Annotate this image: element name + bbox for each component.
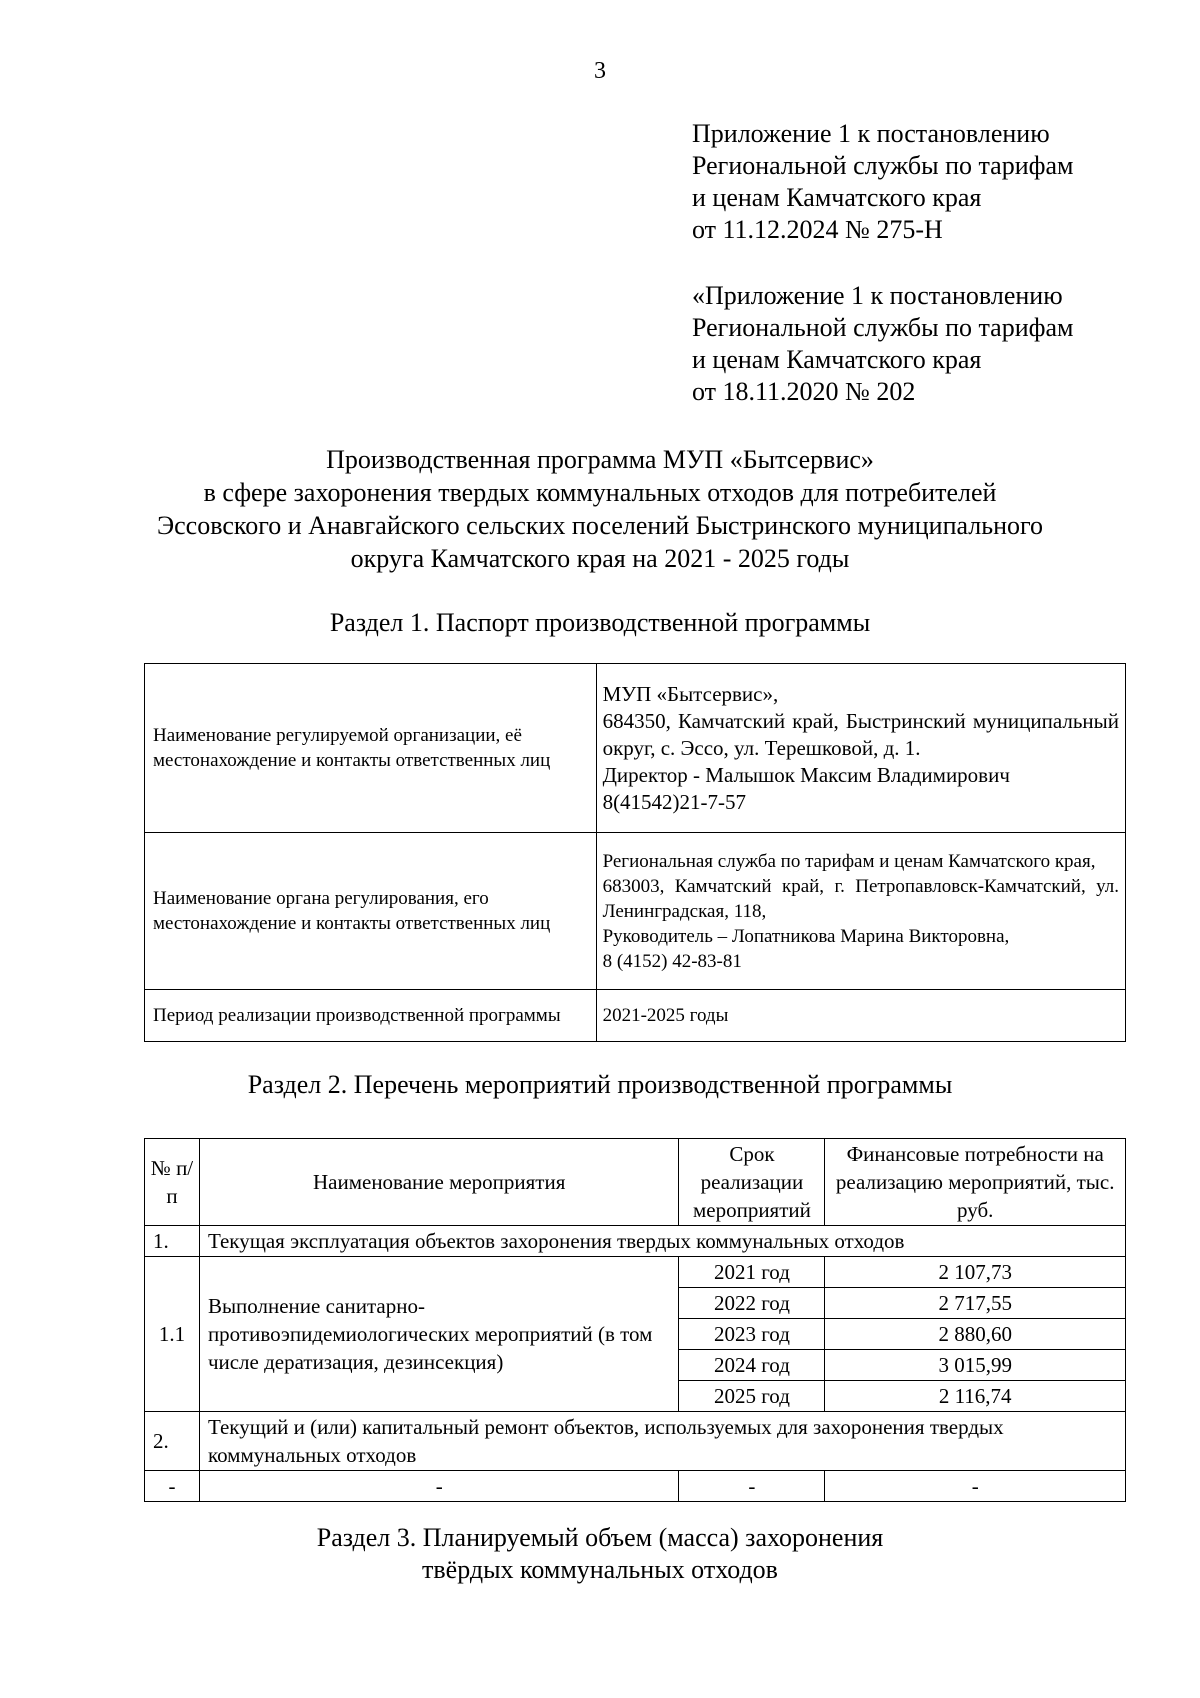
heading-line: твёрдых коммунальных отходов xyxy=(422,1555,778,1584)
document-title xyxy=(0,443,1200,575)
table-row xyxy=(145,990,1126,1042)
passport-label: Наименование органа регулирования, его местонахождение и контакты ответственных лиц xyxy=(145,833,597,990)
appendix-line: от 11.12.2024 № 275-Н xyxy=(692,215,943,244)
title-line: округа Камчатского края на 2021 - 2025 годы xyxy=(350,544,850,573)
table-row xyxy=(145,833,1126,990)
dash-cell: - xyxy=(679,1471,825,1502)
group-title: Текущий и (или) капитальный ремонт объектов, используемых для захоронения твердых коммунальных отходов xyxy=(199,1412,1125,1471)
value-line: 8(41542)21-7-57 xyxy=(602,789,747,814)
appendix-line: Региональной службы по тарифам xyxy=(692,313,1074,342)
section2-heading: Раздел 2. Перечень мероприятий производственной программы xyxy=(247,1070,953,1099)
value-line: 683003, Камчатский край, г. Петропавловск-Камчатский, ул. Ленинградская, 118, xyxy=(602,875,1119,922)
passport-label: Наименование регулируемой организации, её местонахождение и контакты ответственных лиц xyxy=(145,664,597,833)
appendix-line: Приложение 1 к постановлению xyxy=(692,119,1050,148)
value-line: 2021-2025 годы xyxy=(602,1005,729,1026)
group-row xyxy=(145,1412,1126,1471)
dash-cell: - xyxy=(825,1471,1126,1502)
value-cell: 2 107,73 xyxy=(825,1257,1126,1288)
title-line: в сфере захоронения твердых коммунальных отходов для потребителей xyxy=(203,478,997,507)
dash-cell: - xyxy=(199,1471,679,1502)
year-cell: 2021 год xyxy=(679,1257,825,1288)
year-cell: 2023 год xyxy=(679,1319,825,1350)
row-num: 1. xyxy=(145,1226,200,1257)
table-row xyxy=(145,664,1126,833)
value-line: МУП «Бытсервис», xyxy=(602,681,779,706)
value-cell: 2 116,74 xyxy=(825,1381,1126,1412)
table-row xyxy=(145,1471,1126,1502)
title-line: Эссовского и Анавгайского сельских поселений Быстринского муниципального xyxy=(156,511,1044,540)
dash-cell: - xyxy=(145,1471,200,1502)
value-line: Руководитель – Лопатникова Марина Викторовна, xyxy=(602,925,1010,947)
measure-name: Выполнение санитарно-противоэпидемиологических мероприятий (в том числе дератизация, дезинсекция) xyxy=(199,1257,679,1412)
value-cell: 2 880,60 xyxy=(825,1319,1126,1350)
value-line: 684350, Камчатский край, Быстринский муниципальный округ, с. Эссо, ул. Терешковой, д. 1. xyxy=(602,708,1119,760)
year-cell: 2025 год xyxy=(679,1381,825,1412)
passport-value xyxy=(596,664,1125,833)
passport-table xyxy=(144,663,1126,1042)
value-line: 8 (4152) 42-83-81 xyxy=(602,950,742,972)
appendix-line: «Приложение 1 к постановлению xyxy=(692,281,1063,310)
page-number: 3 xyxy=(594,58,606,84)
value-cell: 3 015,99 xyxy=(825,1350,1126,1381)
appendix-line: от 18.11.2020 № 202 xyxy=(692,377,916,406)
passport-value xyxy=(596,833,1125,990)
header-name: Наименование мероприятия xyxy=(199,1139,679,1226)
group-row xyxy=(145,1226,1126,1257)
value-line: Региональная служба по тарифам и ценам Камчатского края, xyxy=(602,850,1096,872)
year-cell: 2024 год xyxy=(679,1350,825,1381)
appendix-line: Региональной службы по тарифам xyxy=(692,151,1074,180)
table-row xyxy=(145,1257,1126,1288)
row-num: 2. xyxy=(145,1412,200,1471)
section1-heading: Раздел 1. Паспорт производственной программы xyxy=(329,608,871,637)
header-finance: Финансовые потребности на реализацию мероприятий, тыс. руб. xyxy=(825,1139,1126,1226)
group-title: Текущая эксплуатация объектов захоронения твердых коммунальных отходов xyxy=(199,1226,1125,1257)
year-cell: 2022 год xyxy=(679,1288,825,1319)
appendix-line: и ценам Камчатского края xyxy=(692,183,982,212)
title-line: Производственная программа МУП «Бытсервис» xyxy=(326,445,874,474)
passport-label: Период реализации производственной программы xyxy=(145,990,597,1042)
appendix-previous xyxy=(692,280,1073,408)
header-num: № п/п xyxy=(145,1139,200,1226)
heading-line: Раздел 3. Планируемый объем (масса) захоронения xyxy=(316,1523,884,1552)
value-cell: 2 717,55 xyxy=(825,1288,1126,1319)
value-line: Директор - Малышок Максим Владимирович xyxy=(602,762,1010,787)
header-row xyxy=(145,1139,1126,1226)
appendix-current xyxy=(692,118,1073,246)
row-num: 1.1 xyxy=(145,1257,200,1412)
header-term: Срок реализации мероприятий xyxy=(679,1139,825,1226)
appendix-line: и ценам Камчатского края xyxy=(692,345,982,374)
section3-heading xyxy=(0,1522,1200,1586)
measures-table xyxy=(144,1138,1126,1502)
passport-value xyxy=(596,990,1125,1042)
